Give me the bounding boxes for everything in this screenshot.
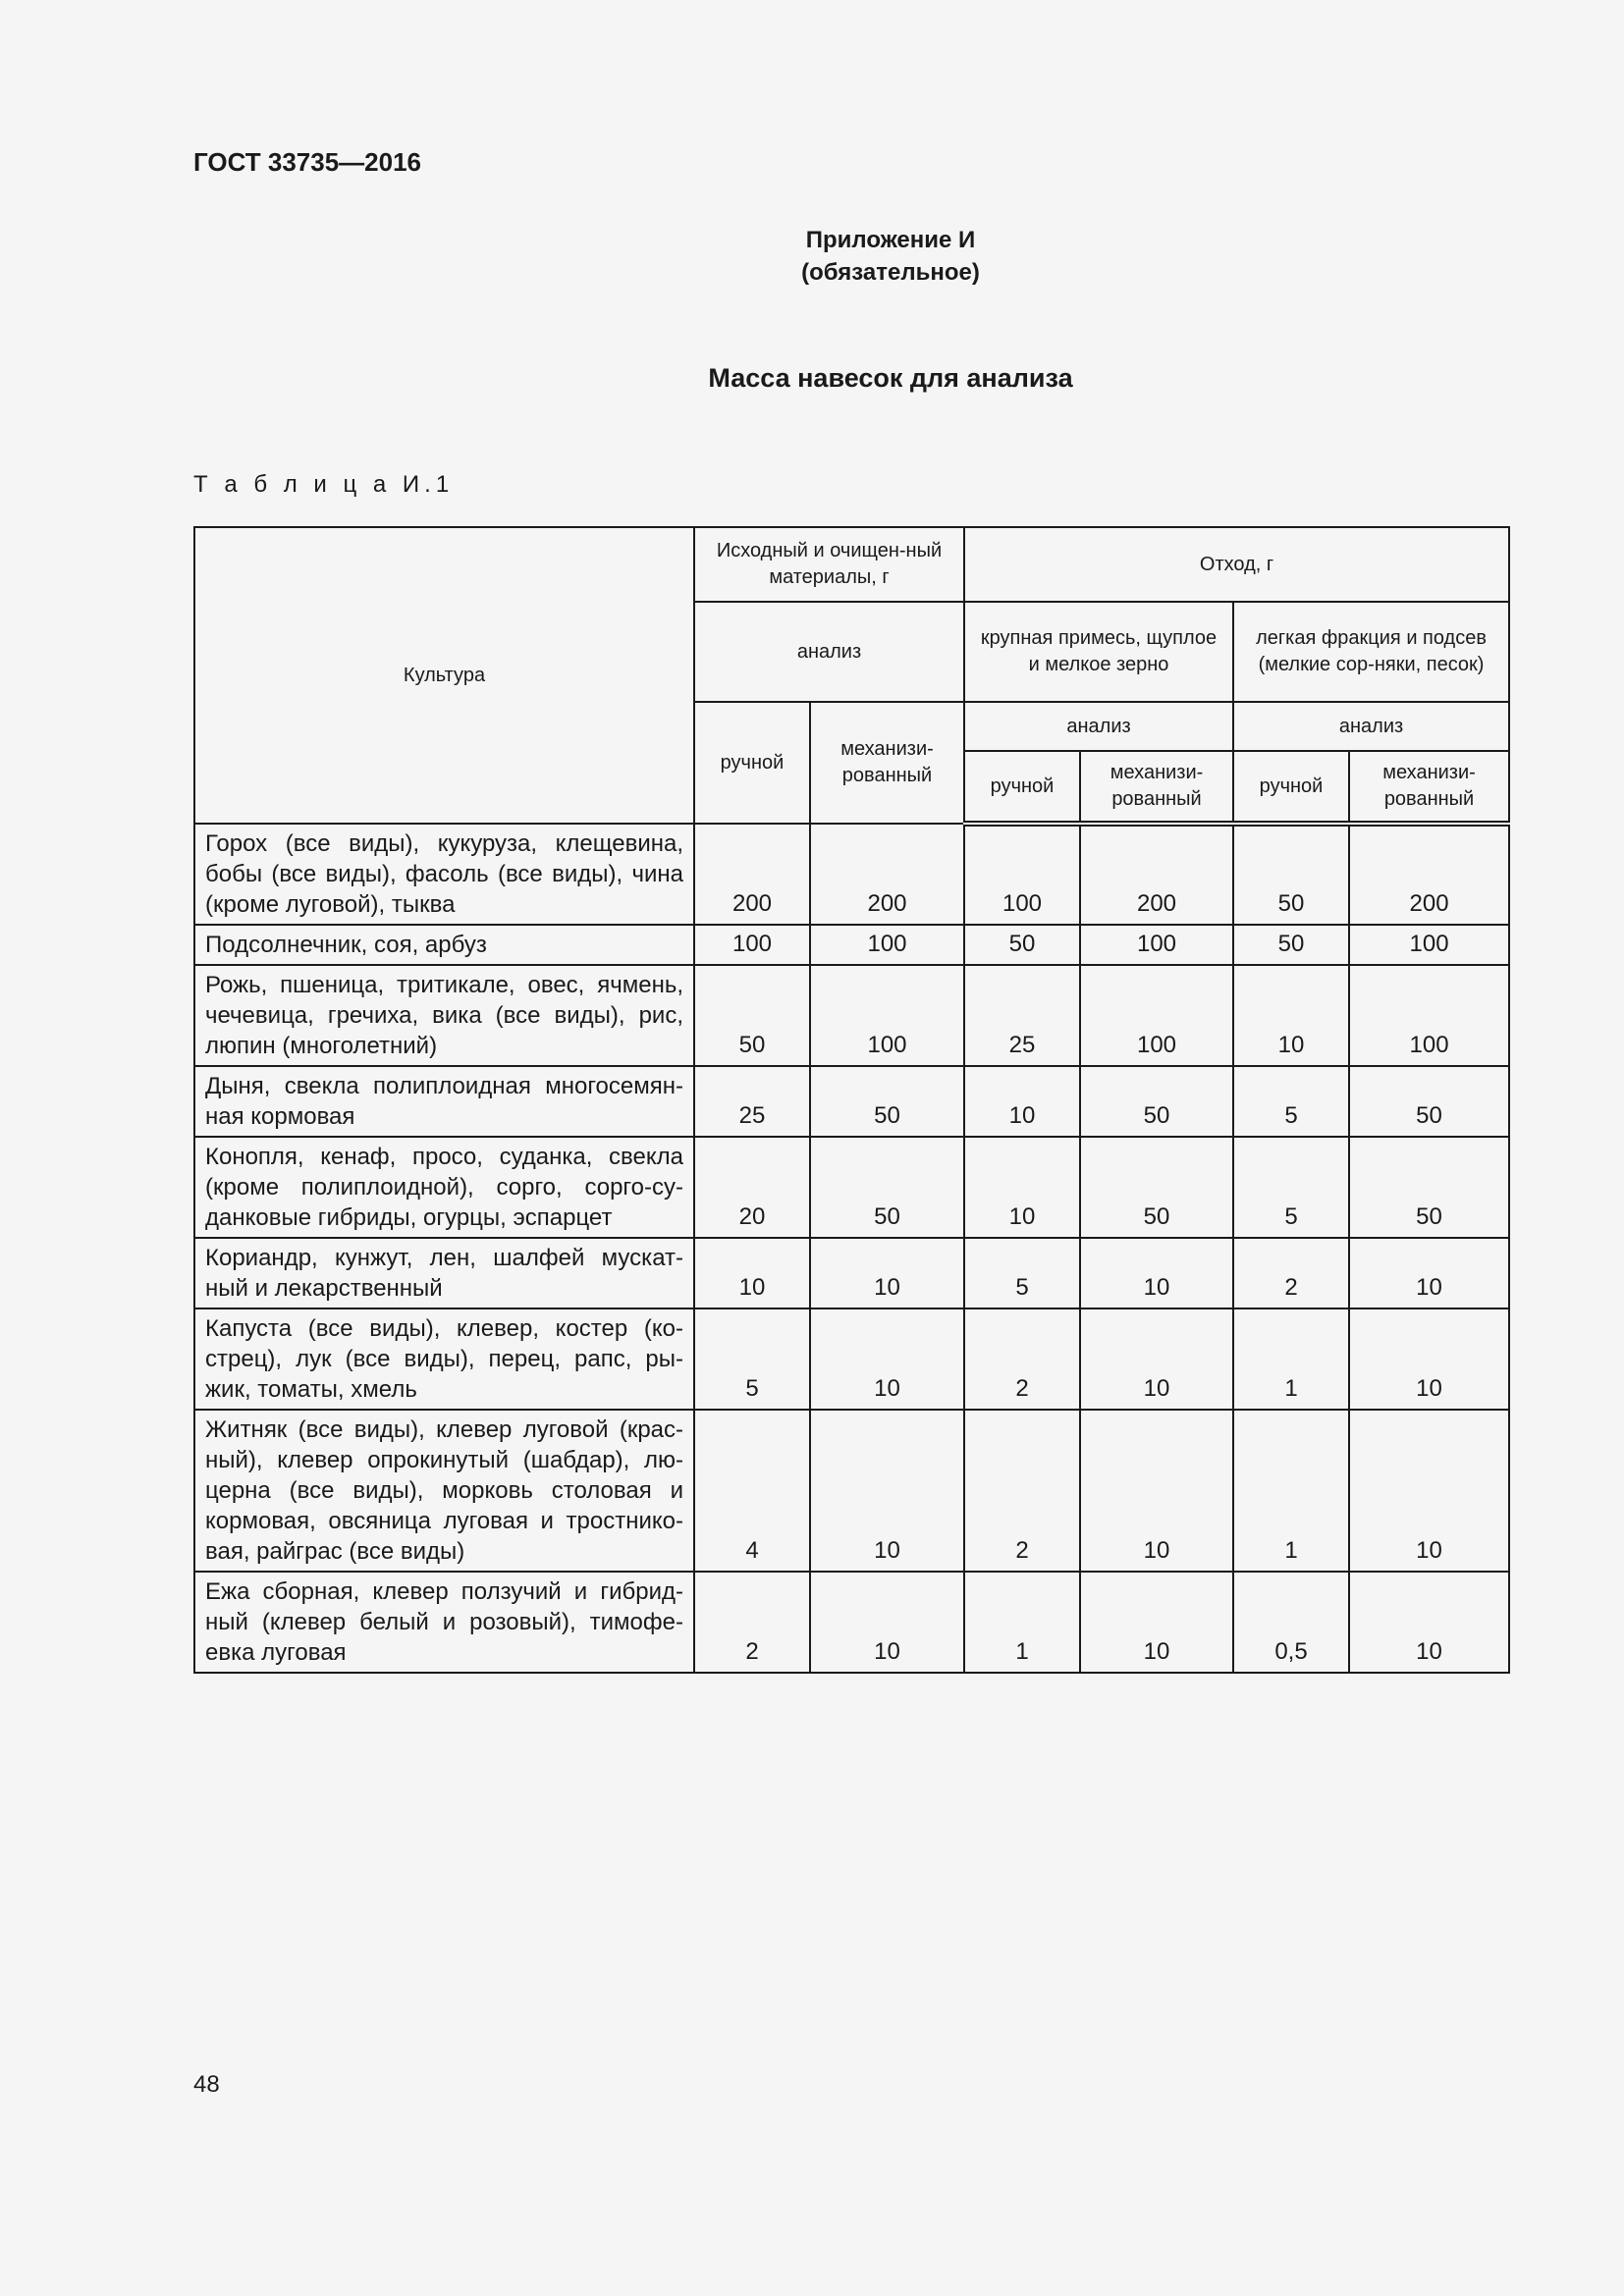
value-cell: 100	[694, 925, 810, 965]
sample-mass-table	[193, 526, 1510, 1674]
header-coarse-mechanized: механизи-рованный	[1080, 751, 1233, 824]
table-row	[194, 965, 1509, 1066]
table-row	[194, 1066, 1509, 1137]
table-row	[194, 1238, 1509, 1308]
value-cell: 1	[964, 1572, 1080, 1673]
value-cell: 0,5	[1233, 1572, 1349, 1673]
value-cell: 200	[810, 824, 964, 925]
appendix-title: Приложение И	[805, 227, 976, 253]
table-container	[193, 526, 1508, 1674]
value-cell: 2	[1233, 1238, 1349, 1308]
value-cell: 2	[964, 1308, 1080, 1410]
value-cell: 10	[964, 1137, 1080, 1238]
header-coarse-analysis: анализ	[964, 702, 1233, 751]
header-light-mechanized: механизи-рованный	[1349, 751, 1509, 824]
value-cell: 10	[1349, 1410, 1509, 1572]
value-cell: 1	[1233, 1410, 1349, 1572]
header-source-analysis: анализ	[694, 602, 964, 702]
value-cell: 10	[810, 1238, 964, 1308]
header-source-manual: ручной	[694, 702, 810, 824]
document-title: Масса навесок для анализа	[708, 363, 1073, 393]
value-cell: 200	[1349, 824, 1509, 925]
value-cell: 50	[1233, 824, 1349, 925]
document-title-wrap	[0, 363, 1624, 394]
table-row	[194, 1410, 1509, 1572]
table-caption: Т а б л и ц а И.1	[193, 471, 455, 498]
header-coarse-impurity: крупная примесь, щуплое и мелкое зерно	[964, 602, 1233, 702]
value-cell: 50	[1233, 925, 1349, 965]
value-cell: 50	[1080, 1137, 1233, 1238]
value-cell: 10	[1080, 1238, 1233, 1308]
value-cell: 50	[694, 965, 810, 1066]
value-cell: 10	[964, 1066, 1080, 1137]
value-cell: 20	[694, 1137, 810, 1238]
value-cell: 100	[1349, 925, 1509, 965]
table-row	[194, 1308, 1509, 1410]
value-cell: 4	[694, 1410, 810, 1572]
crop-cell: Конопля, кенаф, просо, суданка, свекла (кроме полиплоидной), сорго, сорго-су-данковые гибриды, огурцы, эспарцет	[194, 1137, 694, 1238]
appendix-status: (обязательное)	[801, 259, 980, 286]
value-cell: 100	[1080, 925, 1233, 965]
value-cell: 10	[1080, 1572, 1233, 1673]
value-cell: 50	[964, 925, 1080, 965]
value-cell: 50	[810, 1137, 964, 1238]
crop-cell: Кориандр, кунжут, лен, шалфей мускат-ный и лекарственный	[194, 1238, 694, 1308]
value-cell: 50	[810, 1066, 964, 1137]
crop-cell: Подсолнечник, соя, арбуз	[194, 925, 694, 965]
crop-cell: Горох (все виды), кукуруза, клещевина, бобы (все виды), фасоль (все виды), чина (кроме луговой), тыква	[194, 824, 694, 925]
table-row	[194, 1572, 1509, 1673]
value-cell: 100	[1080, 965, 1233, 1066]
header-light-fraction: легкая фракция и подсев (мелкие сор-няки, песок)	[1233, 602, 1509, 702]
value-cell: 2	[964, 1410, 1080, 1572]
crop-cell: Житняк (все виды), клевер луговой (крас-ный), клевер опрокинутый (шабдар), лю-церна (все виды), морковь столовая и кормовая, овсяница луговая и тростнико-вая, райграс (все виды)	[194, 1410, 694, 1572]
value-cell: 5	[1233, 1137, 1349, 1238]
table-body	[194, 824, 1509, 1673]
header-source-mechanized: механизи-рованный	[810, 702, 964, 824]
table-row	[194, 824, 1509, 925]
table-row	[194, 925, 1509, 965]
value-cell: 5	[694, 1308, 810, 1410]
crop-cell: Рожь, пшеница, тритикале, овес, ячмень, чечевица, гречиха, вика (все виды), рис, люпин (многолетний)	[194, 965, 694, 1066]
value-cell: 50	[1349, 1066, 1509, 1137]
appendix-heading	[0, 224, 1624, 289]
document-code: ГОСТ 33735—2016	[193, 147, 421, 177]
value-cell: 10	[1349, 1238, 1509, 1308]
header-source-material: Исходный и очищен-ный материалы, г	[694, 527, 964, 602]
value-cell: 10	[810, 1410, 964, 1572]
value-cell: 100	[810, 925, 964, 965]
value-cell: 10	[694, 1238, 810, 1308]
table-row	[194, 1137, 1509, 1238]
value-cell: 10	[1349, 1572, 1509, 1673]
value-cell: 10	[1080, 1410, 1233, 1572]
value-cell: 10	[810, 1308, 964, 1410]
value-cell: 100	[810, 965, 964, 1066]
header-light-manual: ручной	[1233, 751, 1349, 824]
value-cell: 25	[964, 965, 1080, 1066]
value-cell: 25	[694, 1066, 810, 1137]
value-cell: 50	[1349, 1137, 1509, 1238]
value-cell: 2	[694, 1572, 810, 1673]
value-cell: 100	[1349, 965, 1509, 1066]
value-cell: 5	[964, 1238, 1080, 1308]
value-cell: 5	[1233, 1066, 1349, 1137]
value-cell: 200	[1080, 824, 1233, 925]
header-waste: Отход, г	[964, 527, 1509, 602]
crop-cell: Ежа сборная, клевер ползучий и гибрид-ный (клевер белый и розовый), тимофе-евка луговая	[194, 1572, 694, 1673]
page-number: 48	[193, 2071, 220, 2098]
header-light-analysis: анализ	[1233, 702, 1509, 751]
header-coarse-manual: ручной	[964, 751, 1080, 824]
value-cell: 10	[1233, 965, 1349, 1066]
value-cell: 200	[694, 824, 810, 925]
value-cell: 50	[1080, 1066, 1233, 1137]
value-cell: 10	[1080, 1308, 1233, 1410]
value-cell: 100	[964, 824, 1080, 925]
crop-cell: Капуста (все виды), клевер, костер (ко-стрец), лук (все виды), перец, рапс, ры-жик, томаты, хмель	[194, 1308, 694, 1410]
value-cell: 1	[1233, 1308, 1349, 1410]
value-cell: 10	[1349, 1308, 1509, 1410]
crop-cell: Дыня, свекла полиплоидная многосемян-ная кормовая	[194, 1066, 694, 1137]
value-cell: 10	[810, 1572, 964, 1673]
header-culture: Культура	[194, 527, 694, 824]
